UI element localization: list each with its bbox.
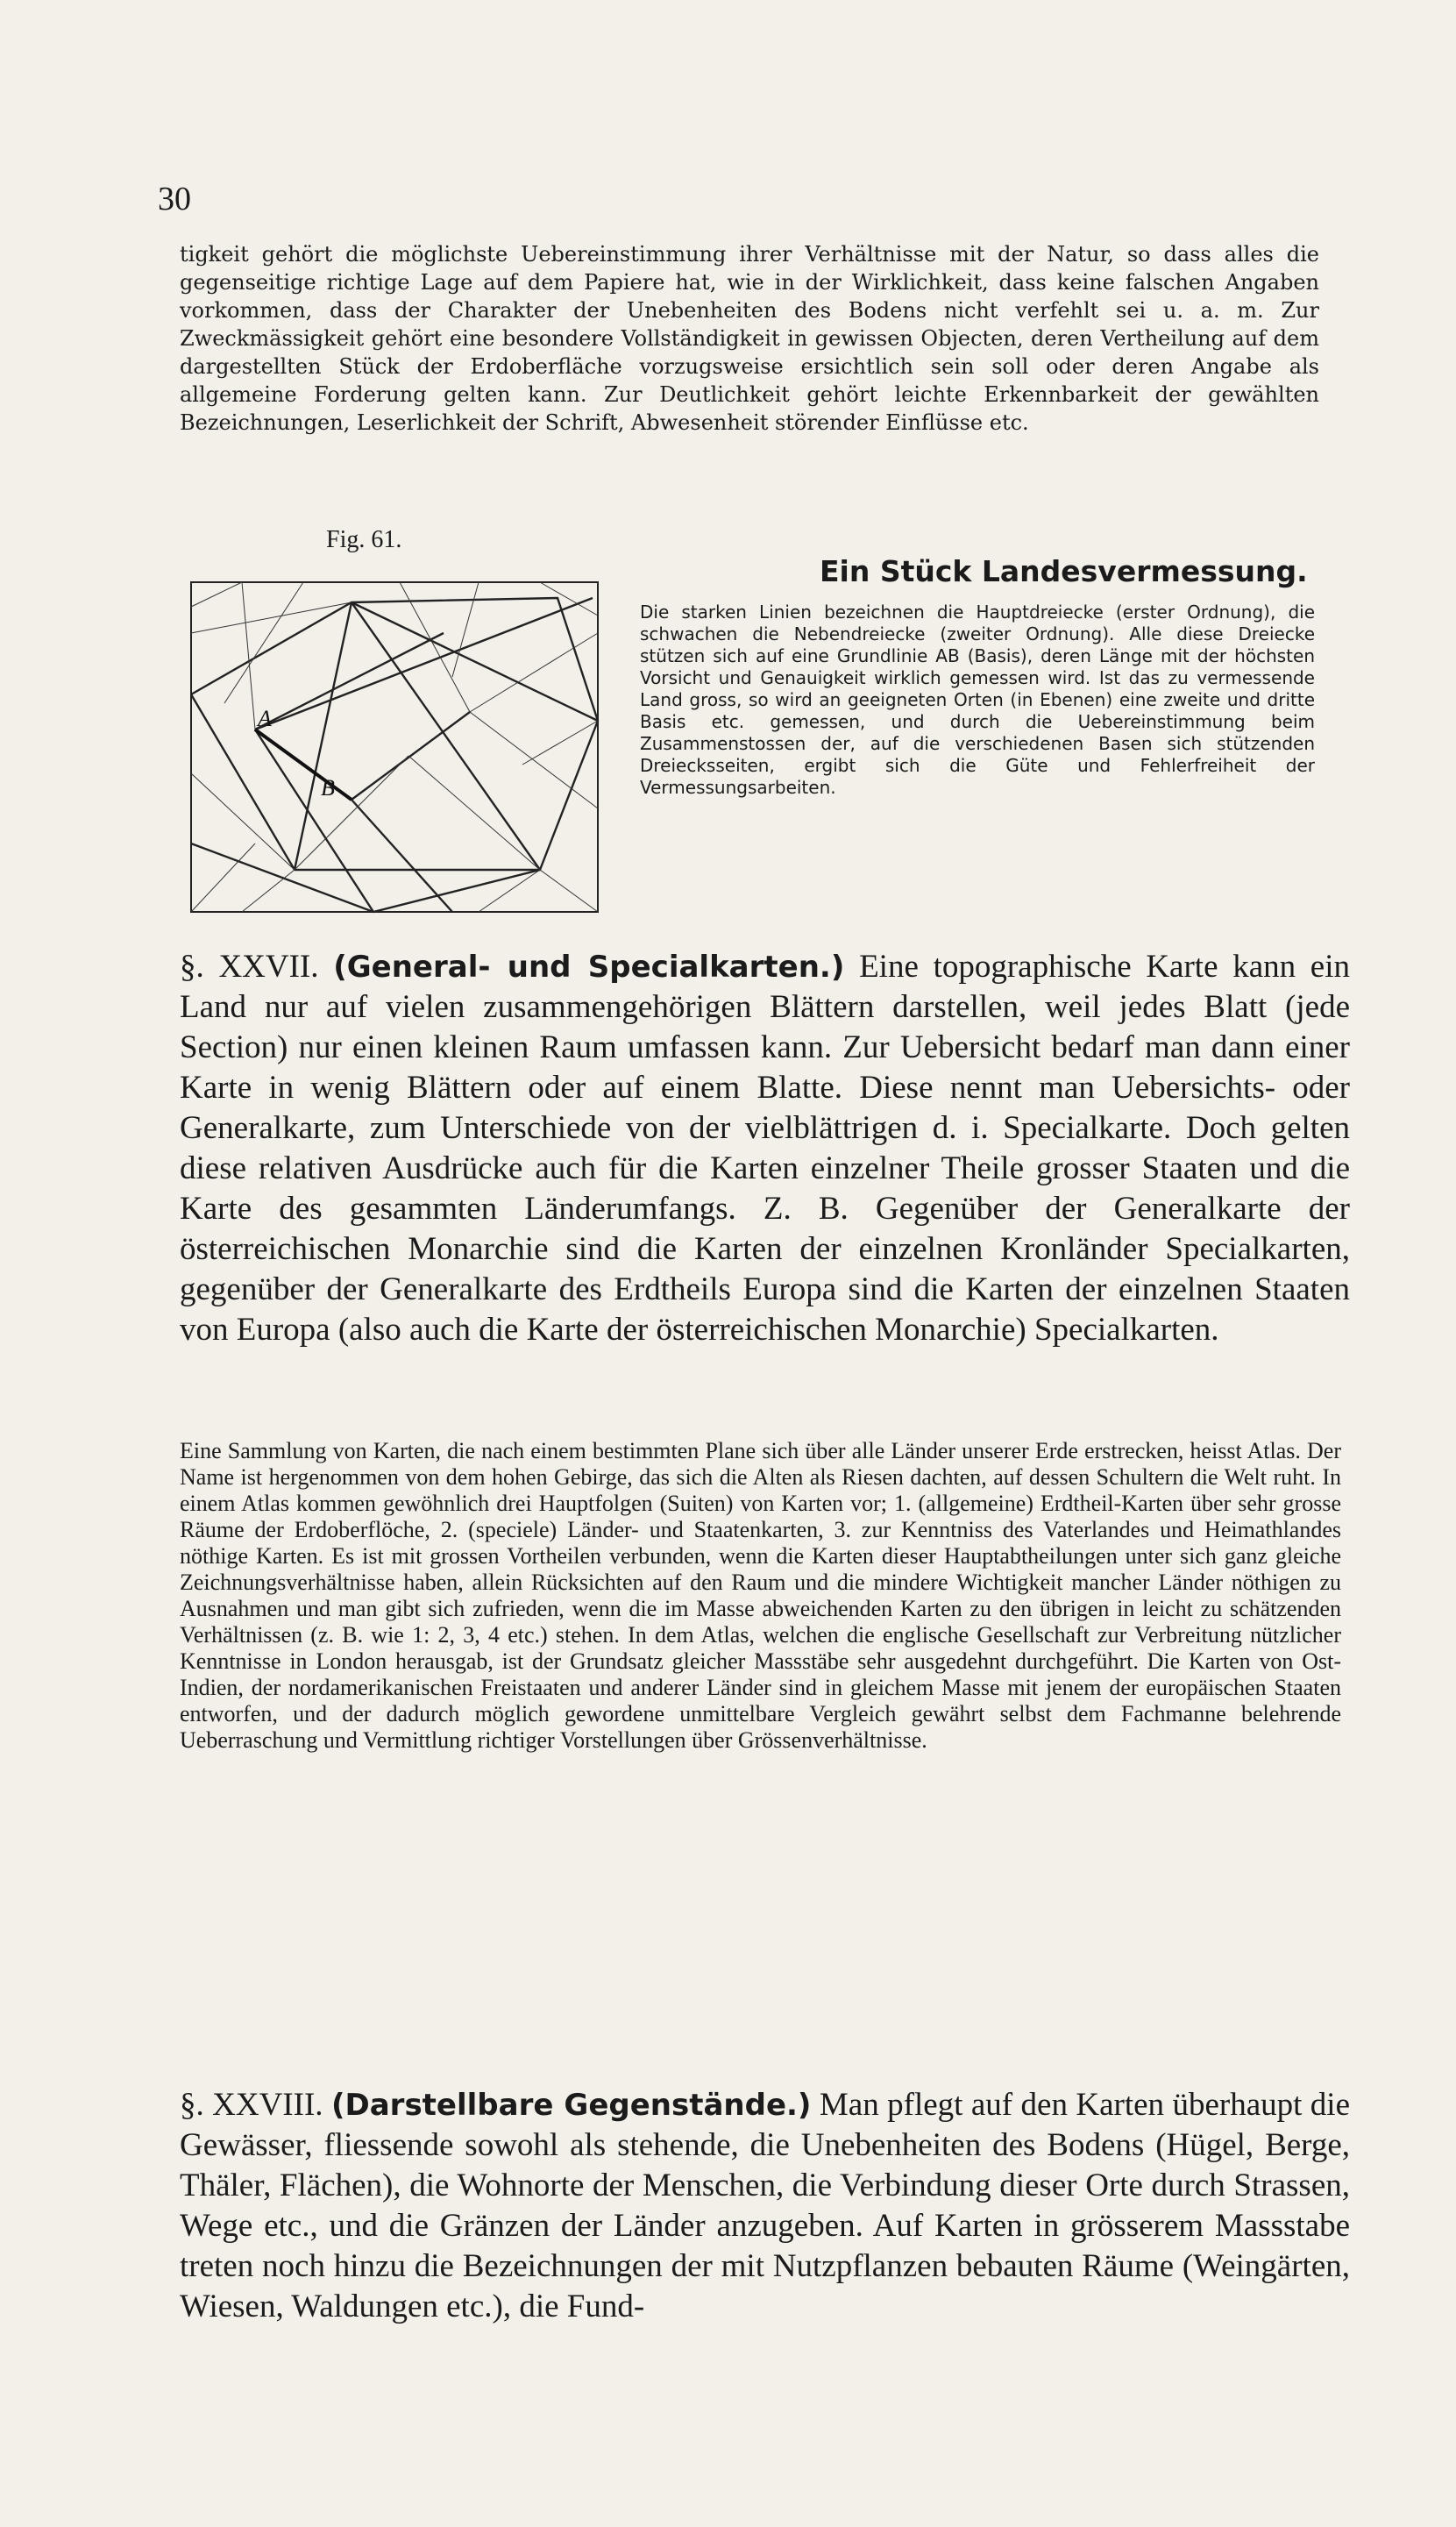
figure-frame [191, 582, 598, 912]
section-28 [180, 2085, 1350, 2327]
section-28-title: (Darstellbare Gegenstände.) [330, 2088, 812, 2123]
figure-caption-title: Ein Stück Landesvermessung. [820, 554, 1308, 588]
figure-label: Fig. 61. [326, 526, 402, 553]
section-28-text: Man pflegt auf den Karten überhaupt die Gewässer, fliessende sowohl als stehende, die Unebenheiten des Bodens (Hügel, Berge, Thäler, Flächen), die Wohnorte der Menschen, die Verbindung dieser Orte durch Strassen, Wege etc., und die Gränzen der Länder anzugeben. Auf Karten in grösserem Massstabe treten noch hinzu die Bezeichnungen der mit Nutzpflanzen bebauten Räume (Weingärten, Wiesen, Waldungen etc.), die Fund- [180, 2087, 1351, 2324]
point-b-label: B [321, 775, 335, 801]
section-27-number: §. XXVII. [180, 949, 319, 985]
triangulation-diagram [189, 580, 600, 914]
atlas-paragraph: Eine Sammlung von Karten, die nach einem bestimmten Plane sich über alle Länder unserer Erde erstrecken, heisst Atlas. Der Name ist hergenommen von dem hohen Gebirge, das sich die Alten als Riesen dachten, auf dessen Schultern die Welt ruht. In einem Atlas kommen gewöhnlich drei Hauptfolgen (Suiten) von Karten vor; 1. (allgemeine) Erdtheil-Karten über sehr grosse Räume der Erdoberflöche, 2. (speciele) Länder- und Staatenkarten, 3. zur Kenntniss des Vaterlandes und Heimathlandes nöthige Karten. Es ist mit grossen Vortheilen verbunden, wenn die Karten dieser Hauptabtheilungen unter sich ganz gleiche Zeichnungsverhältnisse haben, allein Rücksichten auf den Raum und die mindere Wichtigkeit mancher Länder nöthigen zu Ausnahmen und man gibt sich zufrieden, wenn die im Masse abweichenden Karten zu den übrigen in leicht zu schätzenden Verhältnissen (z. B. wie 1: 2, 3, 4 etc.) stehen. In dem Atlas, welchen die englische Gesellschaft zur Verbreitung nützlicher Kenntnisse in London herausgab, ist der Grundsatz gleicher Massstäbe sehr ausgedehnt durchgeführt. Die Karten von Ost-Indien, der nordamerikanischen Freistaaten und anderer Länder sind in gleichem Masse mit jenem der europäischen Staaten entworfen, und der dadurch möglich gewordene unmittelbare Vergleich gewährt selbst dem Fachmanne belehrende Ueberraschung und Vermittlung richtiger Vorstellungen über Grössenverhältnisse. [180, 1438, 1341, 1753]
section-27-title: (General- und Specialkarten.) [333, 950, 845, 985]
main-triangles [191, 598, 598, 912]
intro-paragraph: tigkeit gehört die möglichste Uebereinstimmung ihrer Verhältnisse mit der Natur, so dass alles die gegenseitige richtige Lage auf dem Papiere hat, wie in der Wirklichkeit, dass keine falschen Angaben vorkommen, dass der Charakter der Unebenheiten des Bodens nicht verfehlt sei u. a. m. Zur Zweckmässigkeit gehört eine besondere Vollständigkeit in gewissen Objecten, deren Vertheilung auf dem dargestellten Stück der Erdoberfläche vorzugsweise ersichtlich sein soll oder deren Angabe als allgemeine Forderung gelten kann. Zur Deutlichkeit gehört leichte Erkennbarkeit der gewählten Bezeichnungen, Leserlichkeit der Schrift, Abwesenheit störender Einflüsse etc. [180, 242, 1319, 435]
page-number: 30 [158, 181, 191, 217]
section-28-number: §. XXVIII. [180, 2087, 323, 2123]
secondary-triangles [191, 582, 598, 912]
figure-caption-text: Die starken Linien bezeichnen die Hauptdreiecke (erster Ordnung), die schwachen die Nebendreiecke (zweiter Ordnung). Alle diese Dreiecke stützen sich auf eine Grundlinie AB (Basis), deren Länge mit der höchsten Vorsicht und Genauigkeit wirklich gemessen wird. Ist das zu vermessende Land gross, so wird an geeigneten Orten (in Ebenen) eine zweite und dritte Basis etc. gemessen, und durch die Uebereinstimmung beim Zusammenstossen der, auf die verschiedenen Basen sich stützenden Dreiecksseiten, ergibt sich die Güte und Fehlerfreiheit der Vermessungsarbeiten. [640, 601, 1315, 798]
section-27-text: Eine topographische Karte kann ein Land nur auf vielen zusammengehörigen Blättern darstellen, weil jedes Blatt (jede Section) nur einen kleinen Raum umfassen kann. Zur Uebersicht bedarf man dann einer Karte in wenig Blättern oder auf einem Blatte. Diese nennt man Uebersichts- oder Generalkarte, zum Unterschiede von der vielblättrigen d. i. Specialkarte. Doch gelten diese relativen Ausdrücke auch für die Karten einzelner Theile grosser Staaten und die Karte des gesammten Länderumfangs. Z. B. Gegenüber der Generalkarte der österreichischen Monarchie sind die Karten der einzelnen Kronländer Specialkarten, gegenüber der Generalkarte des Erdtheils Europa sind die Karten der einzelnen Staaten von Europa (also auch die Karte der österreichischen Monarchie) Specialkarten. [180, 949, 1351, 1348]
section-27 [180, 947, 1350, 1350]
base-line-ab [255, 730, 352, 800]
triangulation-figure [189, 580, 600, 914]
point-a-label: A [258, 706, 272, 731]
